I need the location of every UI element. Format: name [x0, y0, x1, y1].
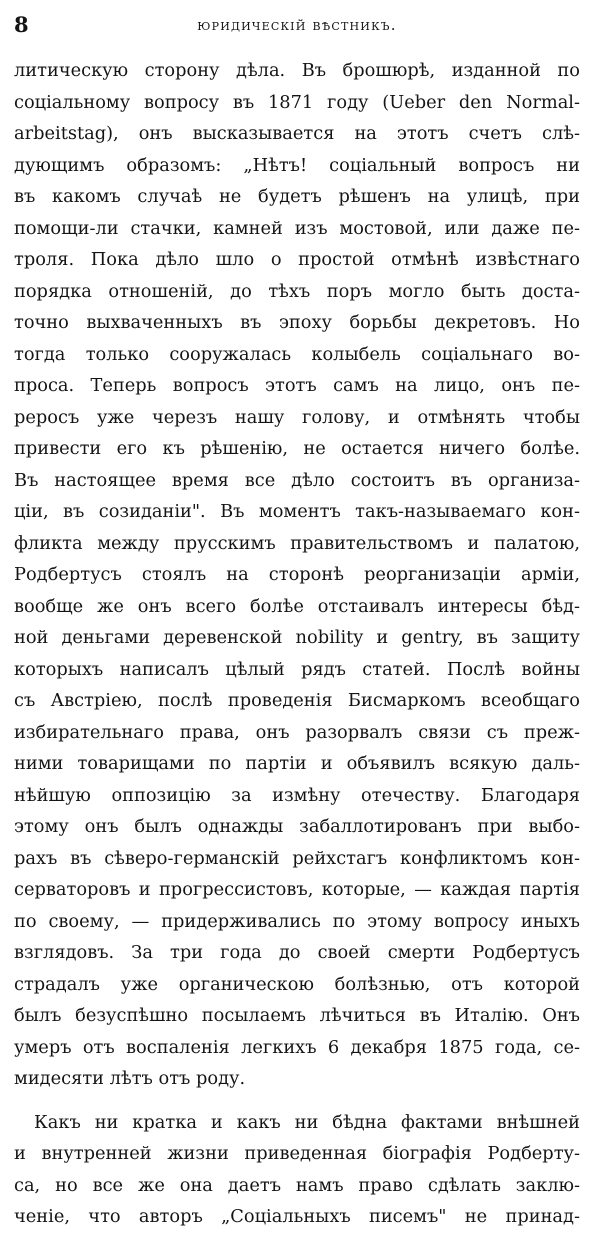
text-line: ціи, въ созиданіи". Въ моментъ такъ-называемаго кон- [14, 501, 580, 522]
text-line: и внутренней жизни приведенная біографія Родберту- [14, 1143, 580, 1164]
text-line: страдалъ уже органическою болѣзнью, отъ которой [14, 973, 580, 995]
text-line: ченіе, что авторъ „Соціальныхъ писемъ" не принад- [14, 1206, 580, 1227]
text-line: точно выхваченныхъ въ эпоху борьбы декретовъ. Но [14, 312, 580, 333]
text-line: мидесяти лѣтъ отъ роду. [14, 1068, 246, 1089]
text-line: Въ настоящее время все дѣло состоитъ въ организа- [14, 469, 580, 491]
text-line: привести его къ рѣшенію, не остается ничего болѣе. [14, 438, 580, 459]
text-line: троля. Пока дѣло шло о простой отмѣнѣ извѣстнаго [14, 249, 580, 270]
text-line: взглядовъ. За три года до своей смерти Родбертусъ [14, 942, 580, 963]
body-text [14, 55, 580, 1233]
text-line: съ Австріею, послѣ проведенія Бисмаркомъ всеобщаго [14, 690, 580, 711]
paragraph-gap [14, 1095, 580, 1107]
text-line: тогда только сооружалась колыбель соціальнаго во- [14, 343, 580, 365]
running-head [14, 10, 580, 40]
paragraph-conclusion [14, 1107, 580, 1233]
text-line: ними товарищами по партіи и объявилъ всякую даль- [14, 753, 580, 774]
text-line: порядка отношеній, до тѣхъ поръ могло быть доста- [14, 280, 580, 302]
text-line: Родбертусъ стоялъ на сторонѣ реорганизаціи арміи, [14, 564, 580, 585]
text-line: проса. Теперь вопросъ этотъ самъ на лицо, онъ пе- [14, 375, 580, 396]
text-line: въ какомъ случаѣ не будетъ рѣшенъ на улицѣ, при [14, 186, 580, 207]
text-line: фликта между прусскимъ правительствомъ и палатою, [14, 532, 580, 554]
text-line: умеръ отъ воспаленія легкихъ 6 декабря 1875 года, се- [14, 1036, 580, 1058]
text-line: этому онъ былъ однажды забаллотированъ при выбо- [14, 816, 580, 837]
text-line: arbeitstag), онъ высказывается на этотъ счетъ слѣ- [14, 123, 580, 144]
text-line: нѣйшую оппозицію за измѣну отечеству. Благодаря [14, 784, 580, 806]
text-line: былъ безуспѣшно посылаемъ лѣчиться въ Италію. Онъ [14, 1005, 580, 1026]
paragraph-biography [14, 55, 580, 1095]
text-line: ной деньгами деревенской nobility и gentry, въ защиту [14, 627, 580, 648]
text-line: по своему, — придерживались по этому вопросу иныхъ [14, 910, 580, 932]
text-line: помощи-ли стачки, камней изъ мостовой, или даже пе- [14, 217, 580, 239]
text-line: са, но все же она даетъ намъ право сдѣлать заклю- [14, 1174, 580, 1196]
text-line: литическую сторону дѣла. Въ брошюрѣ, изданной по [14, 60, 580, 81]
text-line: серваторовъ и прогрессистовъ, которые, — каждая партія [14, 879, 580, 900]
text-line: избирательнаго права, онъ разорвалъ связи съ преж- [14, 721, 580, 743]
text-line: которыхъ написалъ цѣлый рядъ статей. Послѣ войны [14, 658, 580, 680]
text-line: Какъ ни кратка и какъ ни бѣдна фактами внѣшней [34, 1111, 580, 1133]
text-line: дующимъ образомъ: „Нѣтъ! соціальный вопросъ ни [14, 154, 580, 176]
text-line: вообще же онъ всего болѣе отстаивалъ интересы бѣд- [14, 595, 580, 617]
page-number: 8 [14, 12, 29, 37]
text-line: реросъ уже черезъ нашу голову, и отмѣнять чтобы [14, 406, 580, 428]
text-line: соціальному вопросу въ 1871 году (Ueber den Normal- [14, 91, 580, 113]
journal-title: юридическій вѣстникъ. [197, 16, 397, 34]
text-line: рахъ въ сѣверо-германскій рейхстагъ конфликтомъ кон- [14, 847, 580, 869]
